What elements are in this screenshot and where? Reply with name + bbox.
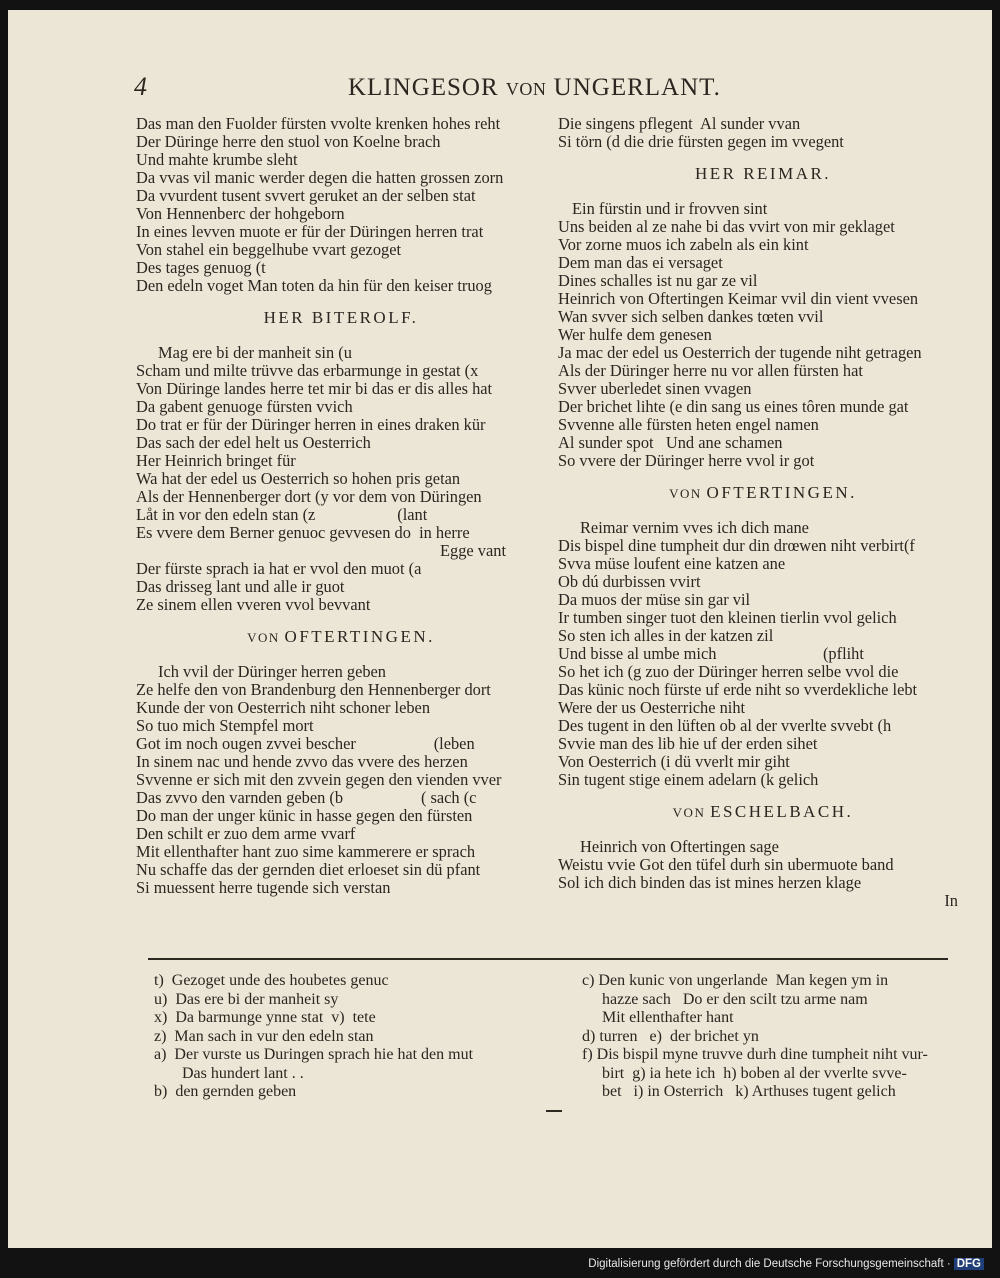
verse-line: Den schilt er zuo dem arme vvarf xyxy=(136,824,356,843)
footnote-rule xyxy=(148,958,948,960)
verse-line: Ze helfe den von Brandenburg den Hennenberger dort xyxy=(136,680,491,699)
verse-line: Sol ich dich binden das ist mines herzen klage xyxy=(558,873,862,892)
verse-line: Als der Düringer herre nu vor allen fürsten hat xyxy=(558,361,863,380)
verse-line: Ein fürstin und ir frovven sint xyxy=(572,199,768,218)
verse-line: Wan svver sich selben dankes tœten vvil xyxy=(558,307,824,326)
verse-line: Do trat er für der Düringer herren in eines draken kür xyxy=(136,415,486,434)
footnotes-left xyxy=(154,972,554,1102)
page-header xyxy=(8,70,992,110)
verse-line: So tuo mich Stempfel mort xyxy=(136,716,314,735)
footnote-line: c) Den kunic von ungerlande Man kegen ym in xyxy=(582,972,889,989)
verse-line: Das drisseg lant und alle ir guot xyxy=(136,577,345,596)
heading-prefix: VON xyxy=(672,805,711,820)
verse-line: Der fürste sprach ia hat er vvol den muot (a xyxy=(136,559,422,578)
footnote-line: d) turren e) der brichet yn xyxy=(582,1027,759,1045)
verse-line: Sin tugent stige einem adelarn (k gelich xyxy=(558,770,819,789)
verse-line: Låt in vor den edeln stan (z (lant xyxy=(136,505,428,524)
verse-line: Ir tumben singer tuot den kleinen tierlin vvol gelich xyxy=(558,608,897,627)
verse-line: Das man den Fuolder fürsten vvolte krenken hohes reht xyxy=(136,114,501,133)
verse-line: Von Hennenberc der hohgeborn xyxy=(136,204,345,223)
section-heading xyxy=(558,803,968,822)
verse-line: Mag ere bi der manheit sin (u xyxy=(158,343,352,362)
verse-line: Mit ellenthafter hant zuo sime kammerere er sprach xyxy=(136,842,476,861)
verse-line: Da muos der müse sin gar vil xyxy=(558,590,751,609)
verse-line: Und mahte krumbe sleht xyxy=(136,150,298,169)
heading-name: HER BITEROLF. xyxy=(263,308,419,327)
verse-line: Das sach der edel helt us Oesterrich xyxy=(136,433,371,452)
verse-line: Scham und milte trüvve das erbarmunge in gestat (x xyxy=(136,361,479,380)
verse-line: Wer hulfe dem genesen xyxy=(558,325,712,344)
footnote-line: z) Man sach in vur den edeln stan xyxy=(154,1027,374,1045)
verse-line: So sten ich alles in der katzen zil xyxy=(558,626,774,645)
verse-line: Weistu vvie Got den tüfel durh sin ubermuote band xyxy=(558,855,894,874)
section-heading xyxy=(558,165,968,184)
verse-line: Als der Hennenberger dort (y vor dem von Düringen xyxy=(136,487,482,506)
page-number: 4 xyxy=(134,72,147,101)
verse-line: Uns beiden al ze nahe bi das vvirt von mir geklaget xyxy=(558,217,895,236)
verse-line: Nu schaffe das der gernden diet erloeset sin dü pfant xyxy=(136,860,481,879)
footnotes-right xyxy=(582,972,972,1102)
verse-line: Da gabent genuoge fürsten vvich xyxy=(136,397,353,416)
left-text-column xyxy=(136,115,546,897)
verse-line: Des tages genuog (t xyxy=(136,258,266,277)
footnote-line: f) Dis bispil myne truvve durh dine tumpheit niht vur- xyxy=(582,1046,928,1063)
verse-line: Were der us Oesterriche niht xyxy=(558,698,746,717)
heading-prefix: VON xyxy=(247,630,285,645)
verse-line: So het ich (g zuo der Düringer herren selbe vvol die xyxy=(558,662,899,681)
verse-line: Der brichet lihte (e din sang us eines tôren munde gat xyxy=(558,397,909,416)
book-page xyxy=(8,10,992,1248)
verse-line: Heinrich von Oftertingen Keimar vvil din vient vvesen xyxy=(558,289,919,308)
running-head-part: UNGERLANT. xyxy=(546,74,721,101)
verse-line: Reimar vernim vves ich dich mane xyxy=(580,518,809,537)
footnote-line: bet i) in Osterrich k) Arthuses tugent gelich xyxy=(582,1083,896,1100)
verse-line: Den edeln voget Man toten da hin für den keiser truog xyxy=(136,276,492,295)
verse-line: Da vvurdent tusent svvert geruket an der selben stat xyxy=(136,186,476,205)
credit-text: Digitalisierung gefördert durch die Deutsche Forschungsgemeinschaft · xyxy=(588,1258,951,1270)
verse-line: So vvere der Düringer herre vvol ir got xyxy=(558,451,815,470)
verse-line: Dis bispel dine tumpheit dur din drœwen niht verbirt(f xyxy=(558,536,915,555)
printer-dash xyxy=(546,1110,562,1112)
verse-line: Vor zorne muos ich zabeln als ein kint xyxy=(558,235,809,254)
footnote-line: b) den gernden geben xyxy=(154,1083,297,1100)
verse-line: Der Düringe herre den stuol von Koelne brach xyxy=(136,132,441,151)
verse-line: Svva müse loufent eine katzen ane xyxy=(558,554,786,573)
verse-line: Das künic noch fürste uf erde niht so vverdekliche lebt xyxy=(558,680,918,699)
digitization-credit xyxy=(588,1258,984,1270)
heading-prefix: VON xyxy=(669,486,707,501)
verse-line: Die singens pflegent Al sunder vvan xyxy=(558,114,801,133)
section-heading xyxy=(558,484,968,503)
verse-line: Si muessent herre tugende sich verstan xyxy=(136,878,391,897)
verse-line: Her Heinrich bringet für xyxy=(136,451,296,470)
verse-line: Dem man das ei versaget xyxy=(558,253,723,272)
verse-line: Svvie man des lib hie uf der erden sihet xyxy=(558,734,818,753)
footnote-line: x) Da barmunge ynne stat v) tete xyxy=(154,1009,376,1026)
verse-line: In eines levven muote er für der Düringen herren trat xyxy=(136,222,484,241)
verse-line: Heinrich von Oftertingen sage xyxy=(580,837,779,856)
footnote-line: t) Gezoget unde des houbetes genuc xyxy=(154,972,389,989)
verse-line: Svvenne er sich mit den zvvein gegen den vienden vver xyxy=(136,770,502,789)
verse-line: Das zvvo den varnden geben (b ( sach (c xyxy=(136,788,477,807)
verse-line: Wa hat der edel us Oesterrich so hohen pris getan xyxy=(136,469,461,488)
verse-line: Es vvere dem Berner genuoc gevvesen do in herre xyxy=(136,523,470,542)
verse-line: Svvenne alle fürsten heten engel namen xyxy=(558,415,819,434)
footnote-line: Das hundert lant . . xyxy=(154,1064,304,1082)
running-head-part: KLINGESOR xyxy=(348,74,506,101)
heading-name: OFTERTINGEN. xyxy=(706,483,857,502)
verse-line: Kunde der von Oesterrich niht schoner leben xyxy=(136,698,431,717)
running-head xyxy=(348,74,721,102)
verse-line: Svver uberledet sinen vvagen xyxy=(558,379,752,398)
verse-line: Egge vant xyxy=(440,541,506,560)
verse-line: Von stahel ein beggelhube vvart gezoget xyxy=(136,240,402,259)
verse-line: Ob dú durbissen vvirt xyxy=(558,572,701,591)
verse-line: Des tugent in den lüften ob al der vverlte svvebt (h xyxy=(558,716,892,735)
verse-line: Ja mac der edel us Oesterrich der tugende niht getragen xyxy=(558,343,922,362)
footnote-line: birt g) ia hete ich h) boben al der vverlte svve- xyxy=(582,1064,907,1082)
footnote-line: Mit ellenthafter hant xyxy=(582,1009,734,1026)
footnote-line: u) Das ere bi der manheit sy xyxy=(154,990,339,1008)
verse-line: In sinem nac und hende zvvo das vvere des herzen xyxy=(136,752,468,771)
verse-line: Von Oesterrich (i dü vverlt mir giht xyxy=(558,752,790,771)
section-heading xyxy=(136,628,546,647)
footnote-line: hazze sach Do er den scilt tzu arme nam xyxy=(582,990,868,1008)
verse-line: Und bisse al umbe mich (pfliht xyxy=(558,644,864,663)
verse-line: Si törn (d die drie fürsten gegen im vvegent xyxy=(558,132,844,151)
verse-line: Von Düringe landes herre tet mir bi das er dis alles hat xyxy=(136,379,493,398)
running-head-part: VON xyxy=(505,79,547,99)
footnote-line: a) Der vurste us Duringen sprach hie hat den mut xyxy=(154,1046,474,1063)
verse-line: Got im noch ougen zvvei bescher (leben xyxy=(136,734,475,753)
verse-line: Do man der unger künic in hasse gegen den fürsten xyxy=(136,806,473,825)
verse-line: Al sunder spot Und ane schamen xyxy=(558,433,783,452)
dfg-logo: DFG xyxy=(954,1258,984,1270)
right-text-column xyxy=(558,115,968,910)
verse-line: In xyxy=(944,891,958,910)
heading-name: OFTERTINGEN. xyxy=(284,627,435,646)
heading-name: HER REIMAR. xyxy=(694,164,832,183)
verse-line: Ze sinem ellen vveren vvol bevvant xyxy=(136,595,371,614)
verse-line: Dines schalles ist nu gar ze vil xyxy=(558,271,758,290)
verse-line: Da vvas vil manic werder degen die hatten grossen zorn xyxy=(136,168,504,187)
section-heading xyxy=(136,309,546,328)
heading-name: ESCHELBACH. xyxy=(710,802,854,821)
verse-line: Ich vvil der Düringer herren geben xyxy=(158,662,387,681)
